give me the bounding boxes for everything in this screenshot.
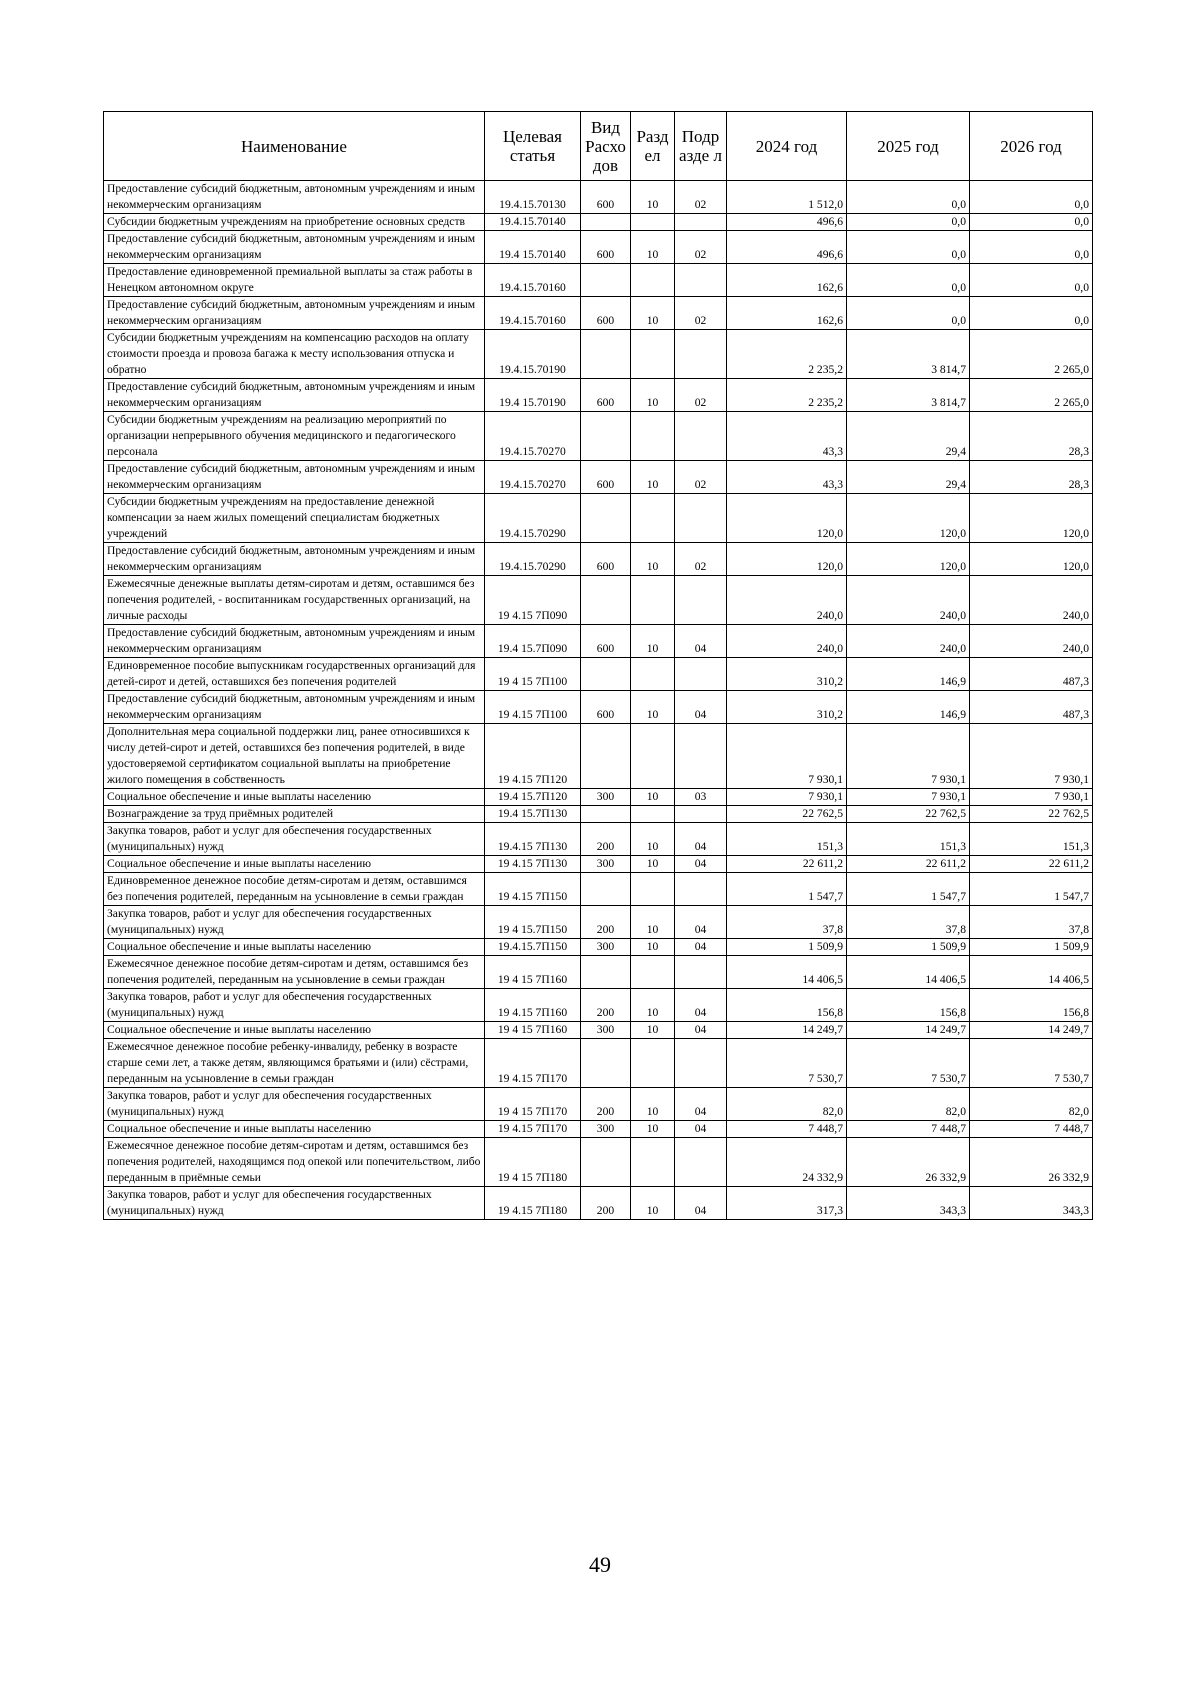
table-row [104,543,1093,576]
cell-2024: 7 530,7 [727,1039,847,1088]
table-row [104,330,1093,379]
cell-subsection [675,1039,727,1088]
table-row [104,379,1093,412]
cell-name: Закупка товаров, работ и услуг для обеспечения государственных (муниципальных) нужд [104,989,485,1022]
cell-target: 19 4 15 7П160 [485,956,581,989]
cell-2024: 14 406,5 [727,956,847,989]
cell-kind: 600 [581,625,631,658]
cell-2026: 240,0 [970,625,1093,658]
cell-2026: 120,0 [970,543,1093,576]
cell-section: 10 [631,1187,675,1220]
cell-name: Социальное обеспечение и иные выплаты населению [104,939,485,956]
table-row [104,1022,1093,1039]
cell-name: Предоставление субсидий бюджетным, автономным учреждениям и иным некоммерческим организациям [104,543,485,576]
cell-2025: 0,0 [847,264,970,297]
table-row [104,806,1093,823]
cell-2024: 24 332,9 [727,1138,847,1187]
table-header-row [104,112,1093,181]
cell-subsection: 04 [675,1088,727,1121]
cell-kind [581,494,631,543]
cell-2025: 146,9 [847,658,970,691]
cell-kind [581,724,631,789]
cell-subsection: 04 [675,856,727,873]
cell-name: Предоставление субсидий бюджетным, автономным учреждениям и иным некоммерческим организациям [104,691,485,724]
cell-name: Предоставление субсидий бюджетным, автономным учреждениям и иным некоммерческим организациям [104,625,485,658]
cell-2026: 0,0 [970,297,1093,330]
cell-target: 19.4.15.70160 [485,264,581,297]
cell-2025: 0,0 [847,181,970,214]
cell-2025: 1 547,7 [847,873,970,906]
table-row [104,1039,1093,1088]
cell-2026: 26 332,9 [970,1138,1093,1187]
cell-kind: 600 [581,543,631,576]
table-row [104,856,1093,873]
col-header-target: Целевая статья [485,112,581,181]
cell-target: 19 4 15 7П180 [485,1138,581,1187]
cell-name: Социальное обеспечение и иные выплаты населению [104,856,485,873]
cell-target: 19 4.15 7П130 [485,856,581,873]
cell-section [631,724,675,789]
cell-target: 19 4.15 7П090 [485,576,581,625]
cell-kind [581,330,631,379]
cell-subsection: 04 [675,1121,727,1138]
page-number: 49 [589,1552,611,1577]
cell-target: 19 4 15 7П160 [485,1022,581,1039]
cell-target: 19.4.15 7П130 [485,823,581,856]
cell-name: Предоставление единовременной премиальной выплаты за стаж работы в Ненецком автономном округе [104,264,485,297]
cell-2025: 120,0 [847,494,970,543]
cell-target: 19.4.15.70290 [485,494,581,543]
cell-subsection: 04 [675,1187,727,1220]
cell-name: Предоставление субсидий бюджетным, автономным учреждениям и иным некоммерческим организациям [104,379,485,412]
cell-2026: 0,0 [970,181,1093,214]
table-row [104,724,1093,789]
cell-section: 10 [631,543,675,576]
cell-section [631,264,675,297]
cell-section [631,806,675,823]
cell-subsection: 04 [675,691,727,724]
cell-target: 19 4.15 7П120 [485,724,581,789]
cell-2024: 82,0 [727,1088,847,1121]
cell-2025: 82,0 [847,1088,970,1121]
cell-kind: 300 [581,1121,631,1138]
cell-2025: 1 509,9 [847,939,970,956]
cell-2026: 22 611,2 [970,856,1093,873]
cell-target: 19.4.15.70160 [485,297,581,330]
cell-2026: 1 509,9 [970,939,1093,956]
table-row [104,873,1093,906]
cell-kind: 300 [581,856,631,873]
cell-name: Предоставление субсидий бюджетным, автономным учреждениям и иным некоммерческим организациям [104,231,485,264]
cell-2024: 317,3 [727,1187,847,1220]
cell-section: 10 [631,181,675,214]
cell-name: Субсидии бюджетным учреждениям на предоставление денежной компенсации за наем жилых помещений специалистам бюджетных учреждений [104,494,485,543]
cell-kind: 300 [581,1022,631,1039]
cell-2026: 14 249,7 [970,1022,1093,1039]
cell-2026: 28,3 [970,461,1093,494]
cell-2024: 1 547,7 [727,873,847,906]
cell-section: 10 [631,625,675,658]
cell-subsection [675,724,727,789]
cell-name: Закупка товаров, работ и услуг для обеспечения государственных (муниципальных) нужд [104,906,485,939]
cell-2026: 14 406,5 [970,956,1093,989]
cell-2024: 7 448,7 [727,1121,847,1138]
table-row [104,576,1093,625]
cell-2025: 7 930,1 [847,724,970,789]
cell-section: 10 [631,231,675,264]
cell-target: 19 4 15 7П170 [485,1088,581,1121]
cell-target: 19 4.15 7П100 [485,691,581,724]
cell-name: Ежемесячное денежное пособие ребенку-инвалиду, ребенку в возрасте старше семи лет, а также детям, являющимся братьями и (или) сёстрами, переданным на усыновление в семьи граждан [104,1039,485,1088]
cell-subsection: 02 [675,297,727,330]
table-row [104,789,1093,806]
cell-subsection [675,494,727,543]
cell-2024: 22 762,5 [727,806,847,823]
cell-2026: 156,8 [970,989,1093,1022]
table-row [104,956,1093,989]
cell-target: 19.4.15.70270 [485,461,581,494]
cell-section [631,330,675,379]
cell-target: 19.4.15.70130 [485,181,581,214]
cell-subsection: 02 [675,461,727,494]
cell-2024: 43,3 [727,461,847,494]
cell-kind: 300 [581,939,631,956]
cell-target: 19.4 15.70190 [485,379,581,412]
cell-2026: 28,3 [970,412,1093,461]
table-row [104,1187,1093,1220]
cell-2026: 0,0 [970,264,1093,297]
cell-2026: 7 530,7 [970,1039,1093,1088]
cell-target: 19.4.15.70140 [485,214,581,231]
col-header-2025: 2025 год [847,112,970,181]
table-row [104,939,1093,956]
cell-2024: 22 611,2 [727,856,847,873]
cell-name: Ежемесячные денежные выплаты детям-сиротам и детям, оставшимся без попечения родителей, - воспитанникам государственных организаций, на личные расходы [104,576,485,625]
cell-target: 19.4.15.7П150 [485,939,581,956]
table-row [104,181,1093,214]
cell-section [631,576,675,625]
cell-section [631,658,675,691]
cell-2025: 7 530,7 [847,1039,970,1088]
cell-name: Вознаграждение за труд приёмных родителей [104,806,485,823]
table-row [104,823,1093,856]
cell-2024: 2 235,2 [727,330,847,379]
cell-kind: 600 [581,691,631,724]
cell-2025: 240,0 [847,576,970,625]
table-row [104,461,1093,494]
cell-kind [581,806,631,823]
cell-kind [581,214,631,231]
cell-section: 10 [631,1121,675,1138]
cell-2026: 2 265,0 [970,330,1093,379]
cell-name: Субсидии бюджетным учреждениям на приобретение основных средств [104,214,485,231]
cell-2025: 7 448,7 [847,1121,970,1138]
table-row [104,264,1093,297]
table-row [104,691,1093,724]
cell-2024: 7 930,1 [727,789,847,806]
cell-2026: 82,0 [970,1088,1093,1121]
table-row [104,989,1093,1022]
cell-2025: 14 406,5 [847,956,970,989]
cell-2024: 1 512,0 [727,181,847,214]
cell-2025: 120,0 [847,543,970,576]
cell-subsection: 04 [675,906,727,939]
cell-section: 10 [631,1022,675,1039]
cell-subsection: 02 [675,543,727,576]
cell-target: 19 4 15 7П100 [485,658,581,691]
cell-2026: 120,0 [970,494,1093,543]
cell-kind: 600 [581,231,631,264]
col-header-2026: 2026 год [970,112,1093,181]
cell-2024: 151,3 [727,823,847,856]
cell-subsection [675,264,727,297]
cell-kind [581,1138,631,1187]
cell-section: 10 [631,989,675,1022]
cell-2025: 29,4 [847,412,970,461]
cell-subsection: 02 [675,181,727,214]
cell-target: 19 4.15 7П170 [485,1039,581,1088]
cell-target: 19.4 15.7П130 [485,806,581,823]
cell-section [631,956,675,989]
cell-subsection [675,873,727,906]
cell-kind: 200 [581,823,631,856]
table-body [104,181,1093,1220]
cell-section: 10 [631,461,675,494]
cell-2024: 162,6 [727,297,847,330]
cell-2025: 0,0 [847,214,970,231]
cell-section [631,873,675,906]
cell-2024: 240,0 [727,576,847,625]
cell-section: 10 [631,691,675,724]
cell-2025: 240,0 [847,625,970,658]
table-row [104,412,1093,461]
cell-subsection [675,214,727,231]
cell-2024: 43,3 [727,412,847,461]
cell-name: Закупка товаров, работ и услуг для обеспечения государственных (муниципальных) нужд [104,1187,485,1220]
cell-name: Субсидии бюджетным учреждениям на компенсацию расходов на оплату стоимости проезда и провоза багажа к месту использования отпуска и обратно [104,330,485,379]
cell-target: 19.4.15.70270 [485,412,581,461]
cell-name: Единовременное денежное пособие детям-сиротам и детям, оставшимся без попечения родителей, переданным на усыновление в семьи граждан [104,873,485,906]
cell-name: Единовременное пособие выпускникам государственных организаций для детей-сирот и детей, оставшихся без попечения родителей [104,658,485,691]
cell-target: 19.4 15.70140 [485,231,581,264]
cell-2025: 0,0 [847,231,970,264]
cell-kind [581,873,631,906]
cell-2026: 0,0 [970,214,1093,231]
cell-2025: 7 930,1 [847,789,970,806]
cell-subsection [675,1138,727,1187]
table-row [104,1121,1093,1138]
cell-section: 10 [631,856,675,873]
col-header-kind: Вид Расхо дов [581,112,631,181]
cell-name: Социальное обеспечение и иные выплаты населению [104,789,485,806]
cell-2024: 120,0 [727,543,847,576]
col-header-subsection: Подр азде л [675,112,727,181]
cell-2025: 26 332,9 [847,1138,970,1187]
cell-subsection [675,576,727,625]
cell-section: 10 [631,906,675,939]
cell-2024: 496,6 [727,214,847,231]
cell-2025: 146,9 [847,691,970,724]
cell-subsection [675,658,727,691]
cell-section [631,412,675,461]
cell-2025: 343,3 [847,1187,970,1220]
cell-subsection [675,806,727,823]
cell-2026: 7 448,7 [970,1121,1093,1138]
cell-kind [581,264,631,297]
cell-kind: 600 [581,461,631,494]
cell-2024: 310,2 [727,658,847,691]
cell-target: 19 4 15.7П150 [485,906,581,939]
cell-2025: 3 814,7 [847,379,970,412]
cell-subsection: 03 [675,789,727,806]
cell-2026: 37,8 [970,906,1093,939]
cell-subsection: 04 [675,625,727,658]
cell-name: Предоставление субсидий бюджетным, автономным учреждениям и иным некоммерческим организациям [104,297,485,330]
cell-2025: 151,3 [847,823,970,856]
cell-subsection [675,956,727,989]
cell-2026: 7 930,1 [970,724,1093,789]
cell-section: 10 [631,939,675,956]
cell-target: 19.4.15.70290 [485,543,581,576]
cell-kind [581,576,631,625]
cell-section: 10 [631,1088,675,1121]
table-row [104,658,1093,691]
cell-2026: 343,3 [970,1187,1093,1220]
table-row [104,231,1093,264]
cell-target: 19.4.15.70190 [485,330,581,379]
cell-subsection: 02 [675,379,727,412]
cell-target: 19 4.15 7П160 [485,989,581,1022]
cell-2024: 14 249,7 [727,1022,847,1039]
cell-section: 10 [631,379,675,412]
cell-name: Закупка товаров, работ и услуг для обеспечения государственных (муниципальных) нужд [104,823,485,856]
table-row [104,906,1093,939]
cell-2026: 487,3 [970,658,1093,691]
cell-subsection: 02 [675,231,727,264]
cell-target: 19.4 15.7П090 [485,625,581,658]
table-row [104,297,1093,330]
cell-kind [581,1039,631,1088]
cell-name: Социальное обеспечение и иные выплаты населению [104,1121,485,1138]
cell-2025: 14 249,7 [847,1022,970,1039]
cell-kind [581,412,631,461]
cell-kind: 600 [581,379,631,412]
cell-kind: 200 [581,1187,631,1220]
cell-target: 19 4.15 7П180 [485,1187,581,1220]
table-row [104,494,1093,543]
cell-2024: 37,8 [727,906,847,939]
cell-2026: 0,0 [970,231,1093,264]
cell-2026: 7 930,1 [970,789,1093,806]
table-row [104,214,1093,231]
cell-target: 19 4.15 7П150 [485,873,581,906]
cell-kind [581,956,631,989]
col-header-2024: 2024 год [727,112,847,181]
cell-section [631,494,675,543]
cell-2026: 487,3 [970,691,1093,724]
cell-2024: 7 930,1 [727,724,847,789]
cell-2024: 156,8 [727,989,847,1022]
table-row [104,1138,1093,1187]
cell-section: 10 [631,823,675,856]
cell-2025: 22 762,5 [847,806,970,823]
col-header-name: Наименование [104,112,485,181]
cell-name: Ежемесячное денежное пособие детям-сиротам и детям, оставшимся без попечения родителей, переданным на усыновление в семьи граждан [104,956,485,989]
cell-name: Предоставление субсидий бюджетным, автономным учреждениям и иным некоммерческим организациям [104,181,485,214]
cell-kind: 200 [581,1088,631,1121]
cell-section [631,1039,675,1088]
cell-name: Предоставление субсидий бюджетным, автономным учреждениям и иным некоммерческим организациям [104,461,485,494]
cell-2026: 151,3 [970,823,1093,856]
col-header-section: Разд ел [631,112,675,181]
cell-2025: 0,0 [847,297,970,330]
cell-name: Социальное обеспечение и иные выплаты населению [104,1022,485,1039]
cell-2024: 1 509,9 [727,939,847,956]
table-row [104,1088,1093,1121]
cell-2024: 162,6 [727,264,847,297]
cell-2026: 240,0 [970,576,1093,625]
budget-table [103,111,1093,1220]
cell-subsection [675,412,727,461]
cell-2025: 29,4 [847,461,970,494]
cell-2024: 310,2 [727,691,847,724]
cell-2025: 156,8 [847,989,970,1022]
cell-kind [581,658,631,691]
cell-kind: 600 [581,297,631,330]
cell-2024: 2 235,2 [727,379,847,412]
cell-kind: 600 [581,181,631,214]
cell-kind: 300 [581,789,631,806]
cell-subsection [675,330,727,379]
cell-2025: 37,8 [847,906,970,939]
cell-name: Дополнительная мера социальной поддержки лиц, ранее относившихся к числу детей-сирот и детей, оставшихся без попечения родителей, в виде удостоверяемой сертификатом социальной выплаты на приобретение жилого помещения в собственность [104,724,485,789]
cell-name: Субсидии бюджетным учреждениям на реализацию мероприятий по организации непрерывного обучения медицинского и педагогического персонала [104,412,485,461]
cell-name: Закупка товаров, работ и услуг для обеспечения государственных (муниципальных) нужд [104,1088,485,1121]
cell-2024: 240,0 [727,625,847,658]
cell-kind: 200 [581,906,631,939]
cell-subsection: 04 [675,939,727,956]
cell-target: 19.4 15.7П120 [485,789,581,806]
cell-2025: 22 611,2 [847,856,970,873]
cell-2026: 22 762,5 [970,806,1093,823]
cell-target: 19 4.15 7П170 [485,1121,581,1138]
cell-2024: 120,0 [727,494,847,543]
table-row [104,625,1093,658]
cell-2025: 3 814,7 [847,330,970,379]
cell-2026: 1 547,7 [970,873,1093,906]
cell-subsection: 04 [675,823,727,856]
cell-section: 10 [631,789,675,806]
cell-name: Ежемесячное денежное пособие детям-сиротам и детям, оставшимся без попечения родителей, находящимся под опекой или попечительством, либо переданным в приёмные семьи [104,1138,485,1187]
cell-kind: 200 [581,989,631,1022]
cell-subsection: 04 [675,989,727,1022]
cell-section: 10 [631,297,675,330]
cell-section [631,1138,675,1187]
cell-section [631,214,675,231]
cell-2026: 2 265,0 [970,379,1093,412]
cell-subsection: 04 [675,1022,727,1039]
cell-2024: 496,6 [727,231,847,264]
